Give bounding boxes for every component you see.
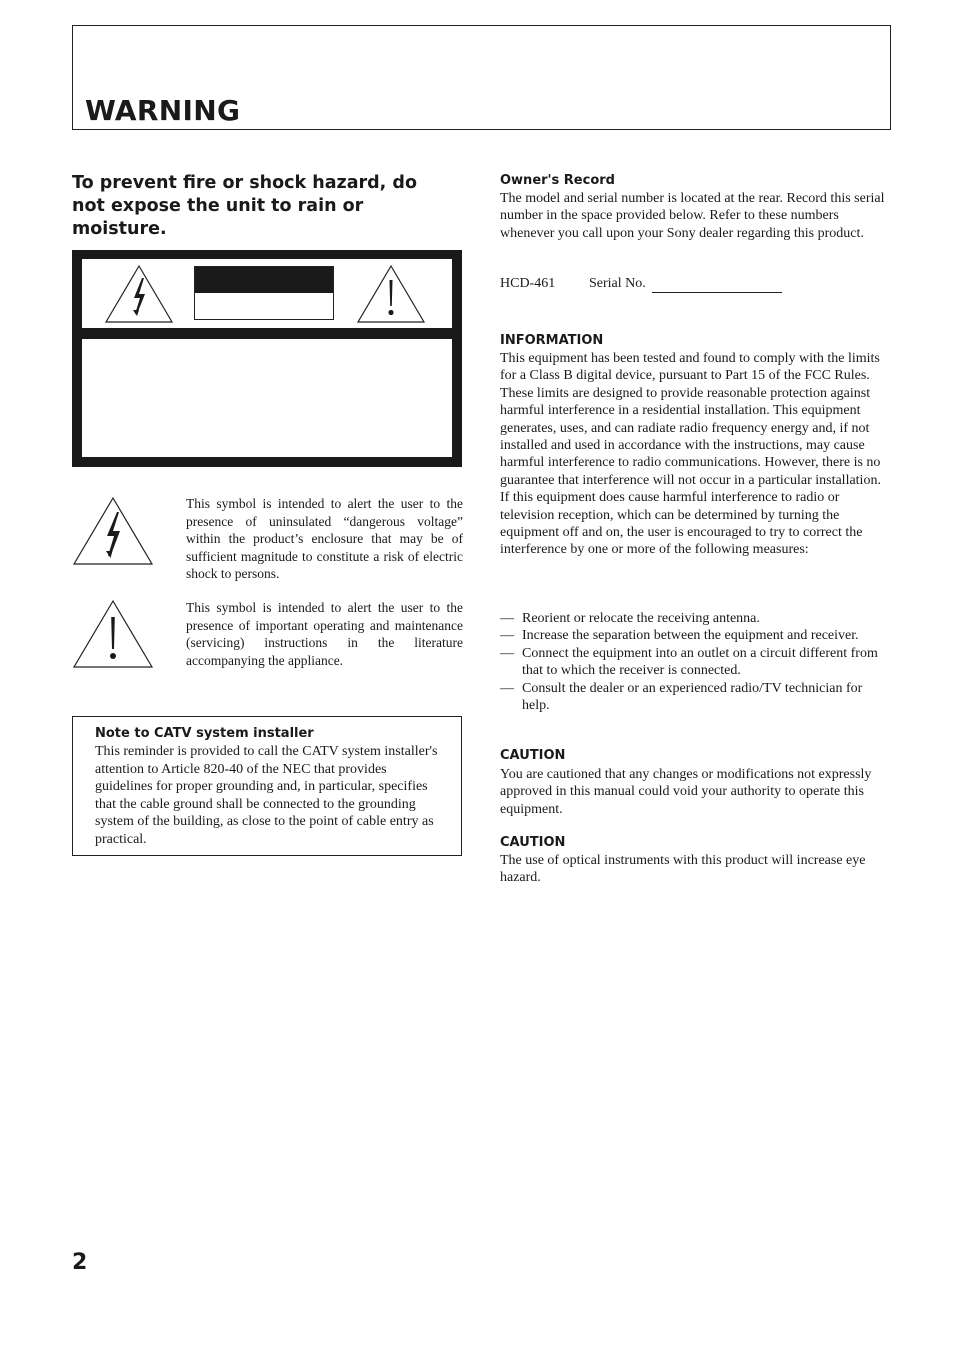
serial-number-blank <box>652 292 782 293</box>
catv-note-text: This reminder is provided to call the CATV system installer's attention to Article 820-40 of the NEC that provides guidelines for proper grounding and, in particular, specifies that the cable ground shall be connected to the grounding system of the building, as close to the point of cable entry as practical. <box>95 744 438 847</box>
serial-number-label: Serial No. <box>589 276 646 291</box>
caution-text-2: The use of optical instruments with this product will increase eye hazard. <box>500 853 866 886</box>
caution-heading-2: CAUTION <box>500 835 566 850</box>
page-number: 2 <box>72 1250 88 1275</box>
caution-label-top-panel <box>82 259 452 328</box>
lightning-triangle-icon <box>72 496 154 571</box>
caution-label-band <box>194 266 334 320</box>
list-dash: — <box>500 680 514 696</box>
list-item-text: Increase the separation between the equipment and receiver. <box>522 628 859 644</box>
catv-note-heading: Note to CATV system installer <box>95 726 314 741</box>
symbol-exclamation-description: This symbol is intended to alert the user to the presence of important operating and maintenance (servicing) instructions in the literature accompanying the appliance. <box>186 600 463 668</box>
caution-label-graphic <box>72 250 462 467</box>
caution-label-band-dark <box>195 267 333 293</box>
caution-label-bottom-panel <box>82 339 452 457</box>
model-number: HCD-461 <box>500 276 556 291</box>
serial-record-line <box>500 276 646 292</box>
list-dash: — <box>500 628 514 644</box>
list-item <box>500 627 892 644</box>
list-dash: — <box>500 645 514 661</box>
exclamation-triangle-icon <box>72 599 154 674</box>
interference-measures-list <box>500 610 892 714</box>
lightning-triangle-icon <box>104 264 174 329</box>
information-text: This equipment has been tested and found to comply with the limits for a Class B digital device, pursuant to Part 15 of the FCC Rules. These limits are designed to provide reasonable protection against harmful interference in a residential installation. This equipment generates, uses, and can radiate radio frequency energy and, if not installed and used in accordance with the instructions, may cause harmful interference to radio communications. However, there is no guarantee that interference will not occur in a particular installation. If this equipment does cause harmful interference to radio or television reception, which can be determined by turning the equipment off and on, the user is encouraged to try to correct the interference by one or more of the following measures: <box>500 351 881 558</box>
caution-heading-1: CAUTION <box>500 748 566 763</box>
list-dash: — <box>500 611 514 626</box>
catv-note-box <box>72 716 462 856</box>
list-item-text: Reorient or relocate the receiving antenna. <box>522 611 760 626</box>
list-item <box>500 645 892 680</box>
list-item <box>500 680 892 715</box>
information-heading: INFORMATION <box>500 333 604 348</box>
exclamation-triangle-icon <box>356 264 426 329</box>
list-item-text: Connect the equipment into an outlet on a circuit different from that to which the receiver is connected. <box>522 645 878 679</box>
list-item-text: Consult the dealer or an experienced radio/TV technician for help. <box>522 680 863 714</box>
page-title: WARNING <box>85 94 241 127</box>
header-box <box>72 25 891 130</box>
lead-warning: To prevent fire or shock hazard, do not expose the unit to rain or moisture. <box>72 173 417 239</box>
symbol-lightning-description: This symbol is intended to alert the user to the presence of uninsulated “dangerous voltage” within the product’s enclosure that may be of sufficient magnitude to constitute a risk of electric shock to persons. <box>186 496 463 581</box>
list-item <box>500 610 892 627</box>
owners-record-text: The model and serial number is located at the rear. Record this serial number in the space provided below. Refer to these numbers whenever you call upon your Sony dealer regarding this product. <box>500 191 885 241</box>
owners-record-heading: Owner's Record <box>500 173 615 188</box>
caution-text-1: You are cautioned that any changes or modifications not expressly approved in this manual could void your authority to operate this equipment. <box>500 767 872 817</box>
